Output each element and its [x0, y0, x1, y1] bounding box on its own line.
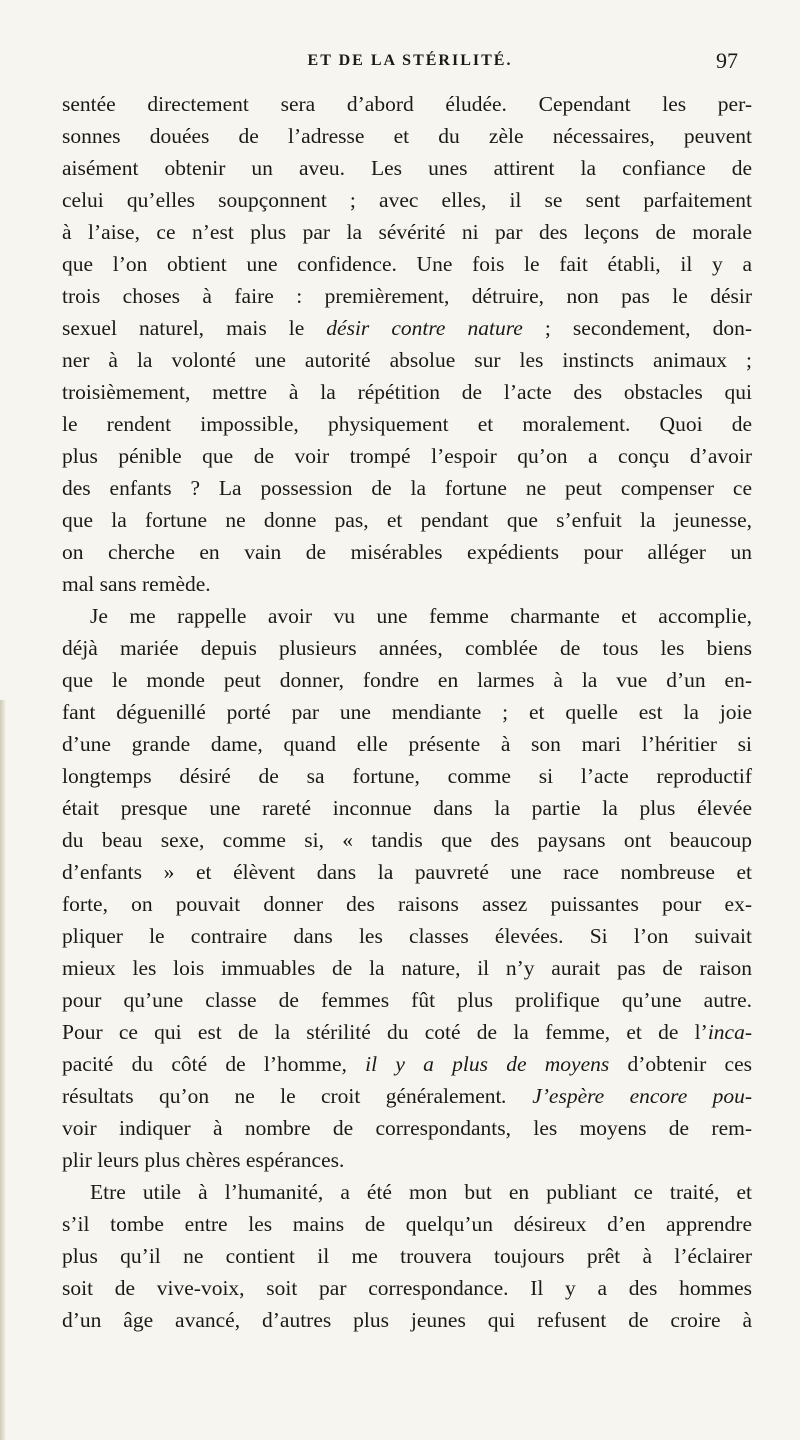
text-line [62, 1016, 752, 1048]
running-title: ET DE LA STÉRILITÉ. [307, 52, 513, 69]
text-span: que l’on obtient une confidence. Une fois le fait établi, il y a [62, 252, 752, 276]
text-line [62, 376, 752, 408]
text-span: mieux les lois immuables de la nature, il n’y aurait pas de raison [62, 956, 752, 980]
text-line [62, 216, 752, 248]
text-span: on cherche en vain de misérables expédients pour alléger un [62, 540, 752, 564]
text-span: forte, on pouvait donner des raisons assez puissantes pour ex- [62, 892, 752, 916]
text-span: sentée directement sera d’abord éludée. Cependant les per- [62, 92, 752, 116]
text-span: celui qu’elles soupçonnent ; avec elles, il se sent parfaitement [62, 188, 752, 212]
text-line [62, 120, 752, 152]
text-span: trois choses à faire : premièrement, détruire, non pas le désir [62, 284, 752, 308]
text-line [62, 1272, 752, 1304]
text-line [62, 1080, 752, 1112]
italic-text: , il y a plus de moyens [341, 1052, 628, 1076]
text-span: d’une grande dame, quand elle présente à son mari l’héritier si [62, 732, 752, 756]
text-line [62, 1112, 752, 1144]
text-span: d’obtenir ces [627, 1052, 752, 1076]
text-line [62, 824, 752, 856]
text-line [62, 760, 752, 792]
text-span: ner à la volonté une autorité absolue sur les instincts animaux ; [62, 348, 752, 372]
text-span: plus pénible que de voir trompé l’espoir qu’on a conçu d’avoir [62, 444, 752, 468]
paragraph [62, 1176, 752, 1336]
text-span: aisément obtenir un aveu. Les unes attirent la confiance de [62, 156, 752, 180]
italic-text: inca- [707, 1020, 752, 1044]
text-line [62, 152, 752, 184]
text-line [62, 696, 752, 728]
text-span: à l’aise, ce n’est plus par la sévérité ni par des leçons de morale [62, 220, 752, 244]
italic-text: . J’espère encore pou- [501, 1084, 753, 1108]
text-line [62, 568, 752, 600]
text-line [62, 504, 752, 536]
text-line [62, 536, 752, 568]
text-span: pour qu’une classe de femmes fût plus prolifique qu’une autre. [62, 988, 752, 1012]
text-span: Pour ce qui est de la stérilité du coté de la femme, et de l’ [62, 1020, 708, 1044]
text-line [62, 248, 752, 280]
text-span: sexuel naturel, mais le [62, 316, 327, 340]
text-span: sonnes douées de l’adresse et du zèle nécessaires, peuvent [62, 124, 752, 148]
text-span: fant déguenillé porté par une mendiante ; et quelle est la joie [62, 700, 752, 724]
paragraph [62, 88, 752, 600]
text-span: troisièmement, mettre à la répétition de l’acte des obstacles qui [62, 380, 752, 404]
paragraph [62, 600, 752, 1176]
text-line [62, 632, 752, 664]
text-span: était presque une rareté inconnue dans la partie la plus élevée [62, 796, 752, 820]
text-line [62, 344, 752, 376]
text-line [62, 888, 752, 920]
text-line [62, 184, 752, 216]
text-line [62, 1048, 752, 1080]
text-line [62, 1176, 752, 1208]
text-line [62, 1240, 752, 1272]
text-span: que la fortune ne donne pas, et pendant que s’enfuit la jeunesse, [62, 508, 752, 532]
text-span: d’enfants » et élèvent dans la pauvreté une race nombreuse et [62, 860, 752, 884]
text-line [62, 856, 752, 888]
text-line [62, 952, 752, 984]
text-span: le rendent impossible, physiquement et moralement. Quoi de [62, 412, 752, 436]
text-line [62, 984, 752, 1016]
text-line [62, 664, 752, 696]
text-span: longtemps désiré de sa fortune, comme si l’acte reproductif [62, 764, 752, 788]
text-line [62, 1144, 752, 1176]
text-span: des enfants ? La possession de la fortune ne peut compenser ce [62, 476, 752, 500]
page-number: 97 [716, 48, 738, 73]
text-line [62, 728, 752, 760]
text-line [62, 88, 752, 120]
text-span: s’il tombe entre les mains de quelqu’un désireux d’en apprendre [62, 1212, 752, 1236]
text-span: que le monde peut donner, fondre en larmes à la vue d’un en- [62, 668, 752, 692]
text-line [62, 312, 752, 344]
text-line [62, 1208, 752, 1240]
text-span: Etre utile à l’humanité, a été mon but en publiant ce traité, et [90, 1180, 752, 1204]
text-line [62, 1304, 752, 1336]
page-edge-shadow [0, 700, 6, 1440]
text-line [62, 472, 752, 504]
text-line [62, 280, 752, 312]
body-text [62, 88, 752, 1336]
text-line [62, 792, 752, 824]
text-span: d’un âge avancé, d’autres plus jeunes qui refusent de croire à [62, 1308, 752, 1332]
text-span: résultats qu’on ne le croit généralement [62, 1084, 502, 1108]
text-span: du beau sexe, comme si, « tandis que des paysans ont beaucoup [62, 828, 752, 852]
text-span: plus qu’il ne contient il me trouvera toujours prêt à l’éclairer [62, 1244, 752, 1268]
text-span: mal sans remède. [62, 572, 211, 596]
text-line [62, 920, 752, 952]
text-span: ; secondement, don- [522, 316, 752, 340]
text-span: soit de vive-voix, soit par correspondance. Il y a des hommes [62, 1276, 752, 1300]
text-line [62, 440, 752, 472]
text-line [62, 408, 752, 440]
text-span: pliquer le contraire dans les classes élevées. Si l’on suivait [62, 924, 752, 948]
italic-text: désir contre nature [326, 316, 523, 340]
text-span: plir leurs plus chères espérances. [62, 1148, 345, 1172]
text-span: déjà mariée depuis plusieurs années, comblée de tous les biens [62, 636, 752, 660]
text-span: Je me rappelle avoir vu une femme charmante et accomplie, [90, 604, 752, 628]
text-span: pacité du côté de l’homme [62, 1052, 342, 1076]
text-span: voir indiquer à nombre de correspondants, les moyens de rem- [62, 1116, 752, 1140]
text-line [62, 600, 752, 632]
